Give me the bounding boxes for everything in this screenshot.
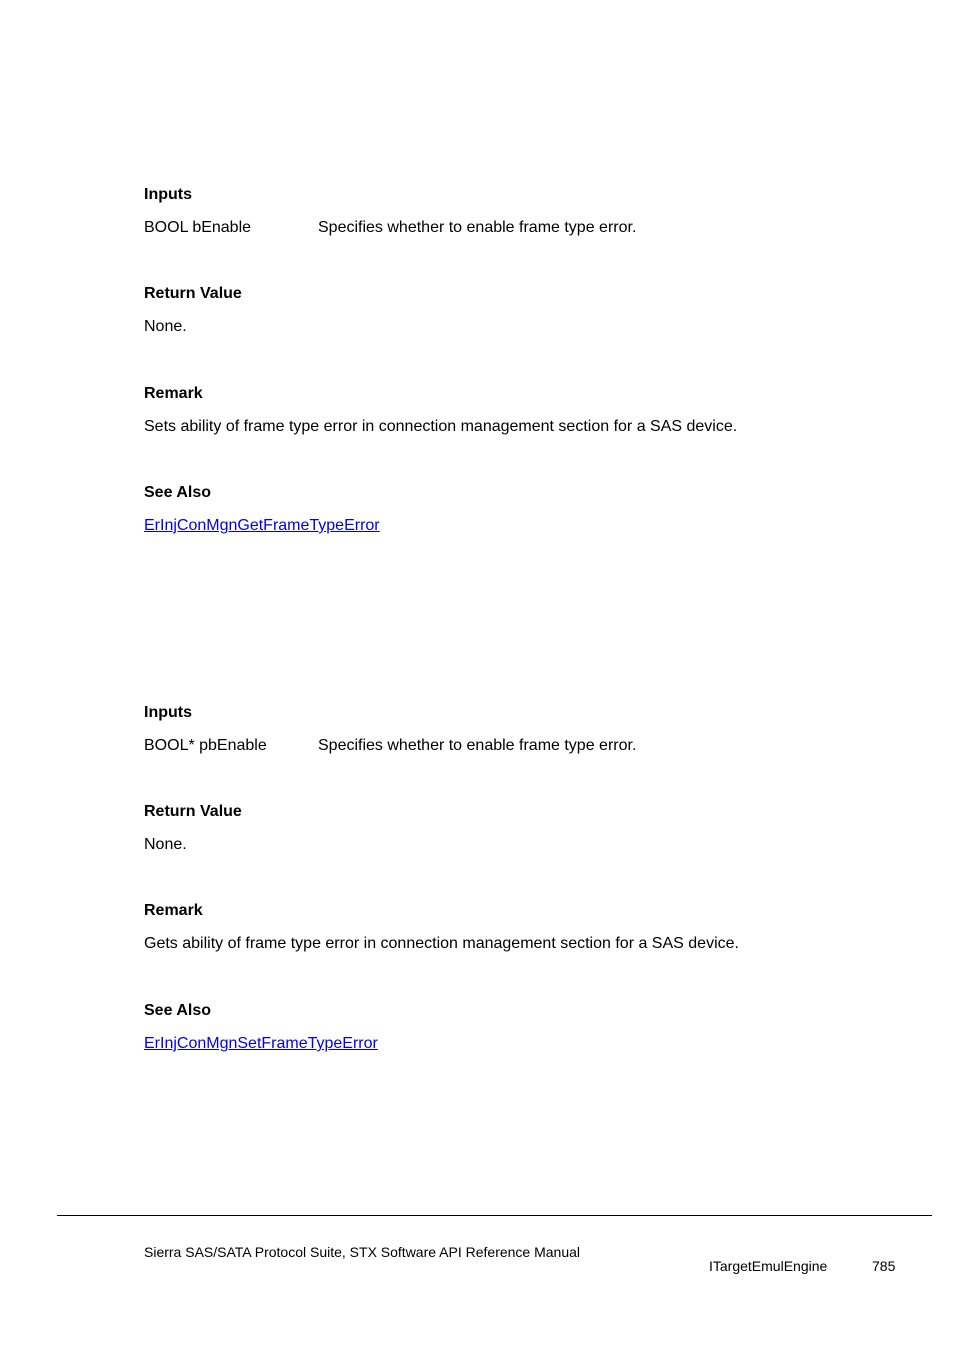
section2-return-value: None. bbox=[144, 836, 187, 853]
footer-chapter: ITargetEmulEngine bbox=[709, 1258, 828, 1274]
footer-divider bbox=[57, 1215, 932, 1216]
section1-param-name: BOOL bEnable bbox=[144, 219, 252, 236]
section1-param-desc: Specifies whether to enable frame type error. bbox=[318, 219, 637, 236]
section2-remark-text: Gets ability of frame type error in connection management section for a SAS device. bbox=[144, 935, 739, 952]
section2-see-also-link[interactable]: ErInjConMgnSetFrameTypeError bbox=[144, 1035, 378, 1052]
section1-remark-text: Sets ability of frame type error in connection management section for a SAS device. bbox=[144, 418, 738, 435]
section2-see-also-heading: See Also bbox=[144, 1002, 211, 1019]
section2-return-heading: Return Value bbox=[144, 803, 242, 820]
footer-page-number: 785 bbox=[872, 1258, 896, 1274]
section1-inputs-heading: Inputs bbox=[144, 186, 192, 203]
section2-inputs-heading: Inputs bbox=[144, 704, 192, 721]
section1-see-also-heading: See Also bbox=[144, 484, 211, 501]
footer-manual-title: Sierra SAS/SATA Protocol Suite, STX Software API Reference Manual bbox=[144, 1244, 581, 1260]
section1-return-heading: Return Value bbox=[144, 285, 242, 302]
section1-see-also-link[interactable]: ErInjConMgnGetFrameTypeError bbox=[144, 517, 380, 534]
section1-return-value: None. bbox=[144, 318, 187, 335]
section2-param-name: BOOL* pbEnable bbox=[144, 737, 267, 754]
section2-param-desc: Specifies whether to enable frame type error. bbox=[318, 737, 637, 754]
section2-remark-heading: Remark bbox=[144, 902, 203, 919]
section1-remark-heading: Remark bbox=[144, 385, 203, 402]
